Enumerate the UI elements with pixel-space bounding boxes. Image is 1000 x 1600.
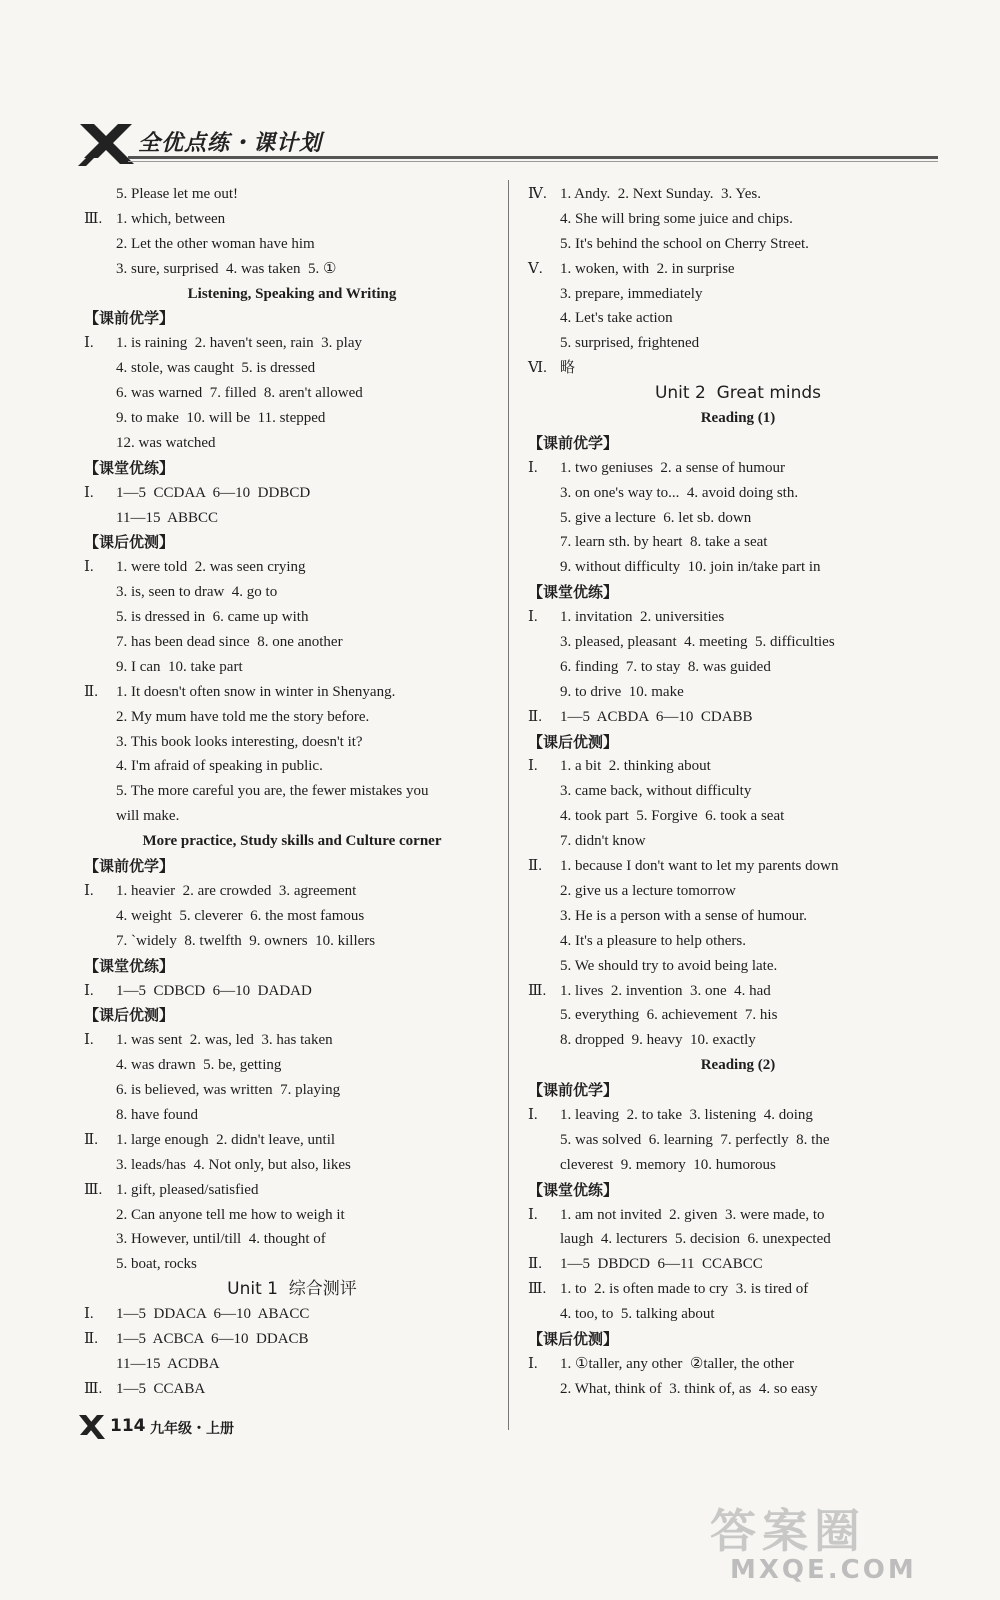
answer-line: 6. was warned 7. filled 8. aren't allowed	[116, 385, 363, 402]
answer-line: 9. to make 10. will be 11. stepped	[116, 410, 326, 427]
answer-line: 3. sure, surprised 4. was taken 5. ①	[116, 260, 337, 277]
roman-numeral: Ⅲ.	[528, 982, 547, 999]
answer-text: 1. ①taller, any other ②taller, the other	[560, 1355, 794, 1372]
answer-line: 7. learn sth. by heart 8. take a seat	[560, 534, 768, 551]
answer-line	[528, 1352, 948, 1377]
roman-numeral: Ⅱ.	[84, 1131, 98, 1148]
answer-line: 9. to drive 10. make	[560, 683, 684, 700]
answer-text: 1—5 CCDAA 6—10 DDBCD	[116, 484, 311, 501]
answer-line	[84, 1377, 500, 1402]
section-heading: 【课前优学】	[84, 857, 175, 876]
answer-line	[84, 1302, 500, 1327]
answer-line	[528, 605, 948, 630]
answer-line: 2. Let the other woman have him	[116, 235, 315, 252]
answer-text: 1. lives 2. invention 3. one 4. had	[560, 982, 771, 999]
answer-line: 9. without difficulty 10. join in/take part in	[560, 559, 821, 576]
answer-line: 3. However, until/till 4. thought of	[116, 1231, 326, 1248]
roman-numeral: Ⅰ.	[528, 1206, 538, 1223]
footer-x-logo-icon	[78, 1414, 106, 1440]
left-column	[84, 182, 500, 1402]
answer-text: 1. Andy. 2. Next Sunday. 3. Yes.	[560, 186, 761, 202]
answer-text: 1. gift, pleased/satisfied	[116, 1181, 259, 1198]
answer-line: 5. everything 6. achievement 7. his	[560, 1007, 778, 1024]
answer-line	[84, 680, 500, 705]
answer-text: 1. because I don't want to let my parents down	[560, 858, 839, 875]
roman-numeral: Ⅲ.	[84, 1181, 103, 1198]
grade-label: 九年级・上册	[150, 1421, 234, 1437]
roman-numeral: Ⅰ.	[528, 1106, 538, 1123]
answer-line: 5. The more careful you are, the fewer mistakes you	[116, 783, 429, 800]
answer-line: 3. pleased, pleasant 4. meeting 5. difficulties	[560, 634, 835, 651]
answer-text: 1. were told 2. was seen crying	[116, 559, 306, 576]
section-heading: 【课堂优练】	[528, 583, 619, 602]
answer-line: 3. This book looks interesting, doesn't it?	[116, 733, 363, 750]
answer-text: 1—5 CCABA	[116, 1380, 206, 1397]
answer-text: 1. am not invited 2. given 3. were made, to	[560, 1206, 825, 1223]
roman-numeral: Ⅱ.	[528, 1256, 542, 1273]
answer-text: 1. is raining 2. haven't seen, rain 3. play	[116, 335, 362, 352]
brand-x-logo-icon	[78, 122, 136, 166]
section-title: Listening, Speaking and Writing	[187, 285, 397, 302]
section-heading: 【课堂优练】	[84, 458, 175, 477]
answer-line: 8. have found	[116, 1106, 199, 1123]
answer-line	[528, 854, 948, 879]
answer-text: 1—5 ACBCA 6—10 DDACB	[116, 1330, 309, 1347]
answer-line: 6. finding 7. to stay 8. was guided	[560, 658, 771, 675]
answer-text: 1—5 DBDCD 6—11 CCABCC	[560, 1256, 763, 1273]
roman-numeral: Ⅰ.	[528, 1355, 538, 1372]
header-rule-thin	[128, 161, 938, 162]
answer-line: 5. We should try to avoid being late.	[560, 957, 778, 974]
roman-numeral: Ⅰ.	[84, 559, 94, 576]
roman-numeral: Ⅱ.	[528, 858, 542, 875]
answer-line: 4. took part 5. Forgive 6. took a seat	[560, 808, 785, 825]
watermark-title: 答案圈	[710, 1504, 866, 1558]
answer-text: 1. invitation 2. universities	[560, 609, 725, 626]
answer-line: 11—15 ABBCC	[116, 509, 218, 526]
roman-numeral: Ⅲ.	[528, 1281, 547, 1298]
roman-numeral: Ⅰ.	[84, 335, 94, 352]
answer-line: 2. Can anyone tell me how to weigh it	[116, 1206, 345, 1223]
answer-line: 12. was watched	[116, 434, 216, 451]
answer-line	[528, 257, 948, 282]
answer-line: 4. She will bring some juice and chips.	[560, 210, 793, 227]
answer-line: 7. `widely 8. twelfth 9. owners 10. killers	[116, 932, 376, 949]
answer-line: 5. surprised, frightened	[560, 335, 700, 352]
answer-line	[84, 1327, 500, 1352]
page-header	[78, 118, 938, 168]
roman-numeral: Ⅲ.	[84, 210, 103, 227]
right-column	[528, 182, 948, 1402]
roman-numeral: Ⅰ.	[528, 609, 538, 626]
roman-numeral: Ⅳ.	[528, 186, 547, 202]
answer-line	[528, 979, 948, 1004]
answer-text: 略	[560, 360, 576, 377]
answer-line: 4. It's a pleasure to help others.	[560, 932, 746, 949]
roman-numeral: Ⅱ.	[84, 1330, 98, 1347]
answer-text: 1. woken, with 2. in surprise	[560, 260, 735, 277]
section-heading: 【课堂优练】	[84, 956, 175, 975]
answer-line: 6. is believed, was written 7. playing	[116, 1082, 341, 1099]
answer-line: 3. He is a person with a sense of humour.	[560, 907, 808, 924]
answer-line	[84, 331, 500, 356]
answer-line	[528, 1277, 948, 1302]
answer-text: 1. heavier 2. are crowded 3. agreement	[116, 882, 357, 899]
page-footer	[78, 1410, 378, 1450]
answer-line	[84, 1028, 500, 1053]
answer-line: 5. give a lecture 6. let sb. down	[560, 509, 752, 526]
answer-line: 4. Let's take action	[560, 310, 673, 327]
answer-line: 2. What, think of 3. think of, as 4. so easy	[560, 1380, 818, 1397]
answer-line	[528, 356, 948, 381]
answer-line: 5. is dressed in 6. came up with	[116, 609, 309, 626]
answer-line: 5. boat, rocks	[116, 1256, 197, 1273]
roman-numeral: Ⅰ.	[84, 982, 94, 999]
section-title: Reading (1)	[700, 410, 776, 427]
answer-line: 5. was solved 6. learning 7. perfectly 8. the	[560, 1131, 830, 1148]
section-heading: 【课堂优练】	[528, 1180, 619, 1199]
answer-line: 3. leads/has 4. Not only, but also, likes	[116, 1156, 351, 1173]
answer-line	[528, 1252, 948, 1277]
answer-line: cleverest 9. memory 10. humorous	[560, 1156, 776, 1173]
answer-line: 3. on one's way to... 4. avoid doing sth.	[560, 484, 799, 501]
answer-line	[528, 754, 948, 779]
site-watermark	[710, 1495, 970, 1585]
answer-text: 1. two geniuses 2. a sense of humour	[560, 459, 785, 476]
answer-line: laugh 4. lecturers 5. decision 6. unexpected	[560, 1231, 831, 1248]
answer-text: 1. to 2. is often made to cry 3. is tired of	[560, 1281, 809, 1298]
answer-text: 1—5 DDACA 6—10 ABACC	[116, 1306, 310, 1323]
answer-text: 1. was sent 2. was, led 3. has taken	[116, 1032, 333, 1049]
section-heading: 【课前优学】	[528, 1081, 619, 1100]
answer-line	[84, 879, 500, 904]
section-heading: 【课后优测】	[528, 1329, 619, 1348]
watermark-url: MXQE.COM	[730, 1555, 917, 1585]
answer-line	[84, 555, 500, 580]
answer-line	[84, 207, 500, 232]
answer-line: will make.	[116, 808, 180, 825]
section-heading: 【课后优测】	[528, 732, 619, 751]
answer-line: 7. has been dead since 8. one another	[116, 634, 343, 651]
roman-numeral: Ⅲ.	[84, 1380, 103, 1397]
roman-numeral: Ⅱ.	[84, 683, 98, 700]
roman-numeral: Ⅰ.	[84, 1032, 94, 1049]
answer-line: 4. weight 5. cleverer 6. the most famous	[116, 907, 365, 924]
section-title: Unit 1 综合测评	[227, 1279, 357, 1300]
roman-numeral: Ⅰ.	[528, 459, 538, 476]
answer-text: 1. which, between	[116, 210, 226, 227]
answer-text: 1. leaving 2. to take 3. listening 4. doing	[560, 1106, 813, 1123]
roman-numeral: Ⅰ.	[84, 1306, 94, 1323]
answer-line: 3. prepare, immediately	[560, 285, 703, 302]
answer-line: 7. didn't know	[560, 833, 646, 850]
section-title: Reading (2)	[700, 1057, 776, 1074]
section-heading: 【课前优学】	[84, 309, 175, 328]
roman-numeral: Ⅱ.	[528, 708, 542, 725]
answer-line	[84, 979, 500, 1004]
answer-line	[84, 1178, 500, 1203]
answer-line: 3. is, seen to draw 4. go to	[116, 584, 278, 601]
answer-line: 4. was drawn 5. be, getting	[116, 1057, 282, 1074]
answer-line	[528, 456, 948, 481]
answer-text: 1. It doesn't often snow in winter in Shenyang.	[116, 683, 396, 700]
answer-text: 1—5 ACBDA 6—10 CDABB	[560, 708, 753, 725]
answer-line: 3. came back, without difficulty	[560, 783, 752, 800]
roman-numeral: Ⅴ.	[528, 260, 543, 277]
answer-line: 11—15 ACDBA	[116, 1355, 220, 1372]
answer-line: 4. I'm afraid of speaking in public.	[116, 758, 323, 775]
answer-text: 1. large enough 2. didn't leave, until	[116, 1131, 336, 1148]
answer-line: 8. dropped 9. heavy 10. exactly	[560, 1032, 756, 1049]
roman-numeral: Ⅰ.	[84, 484, 94, 501]
answer-text: 1—5 CDBCD 6—10 DADAD	[116, 982, 312, 999]
answer-line: 4. stole, was caught 5. is dressed	[116, 360, 316, 377]
answer-line	[84, 1128, 500, 1153]
answer-line: 2. My mum have told me the story before.	[116, 708, 370, 725]
section-heading: 【课后优测】	[84, 1006, 175, 1025]
answer-text: 1. a bit 2. thinking about	[560, 758, 711, 775]
page-number: 114	[110, 1416, 146, 1436]
answer-line	[528, 1203, 948, 1228]
roman-numeral: Ⅰ.	[528, 758, 538, 775]
answer-line	[528, 1103, 948, 1128]
answer-line	[84, 481, 500, 506]
answer-line: 4. too, to 5. talking about	[560, 1306, 715, 1323]
section-heading: 【课后优测】	[84, 533, 175, 552]
roman-numeral: Ⅰ.	[84, 882, 94, 899]
answer-line	[528, 705, 948, 730]
section-title: Unit 2 Great minds	[654, 383, 822, 404]
answer-line: 5. It's behind the school on Cherry Street.	[560, 235, 809, 252]
answer-line	[528, 182, 948, 207]
answer-line: 5. Please let me out!	[116, 186, 239, 202]
header-rule	[128, 156, 938, 159]
column-divider	[508, 180, 509, 1430]
section-heading: 【课前优学】	[528, 433, 619, 452]
section-title: More practice, Study skills and Culture corner	[142, 833, 442, 850]
header-title: 全优点练・课计划	[138, 131, 323, 156]
answer-line: 9. I can 10. take part	[116, 658, 243, 675]
roman-numeral: Ⅵ.	[528, 360, 547, 377]
answer-line: 2. give us a lecture tomorrow	[560, 882, 736, 899]
